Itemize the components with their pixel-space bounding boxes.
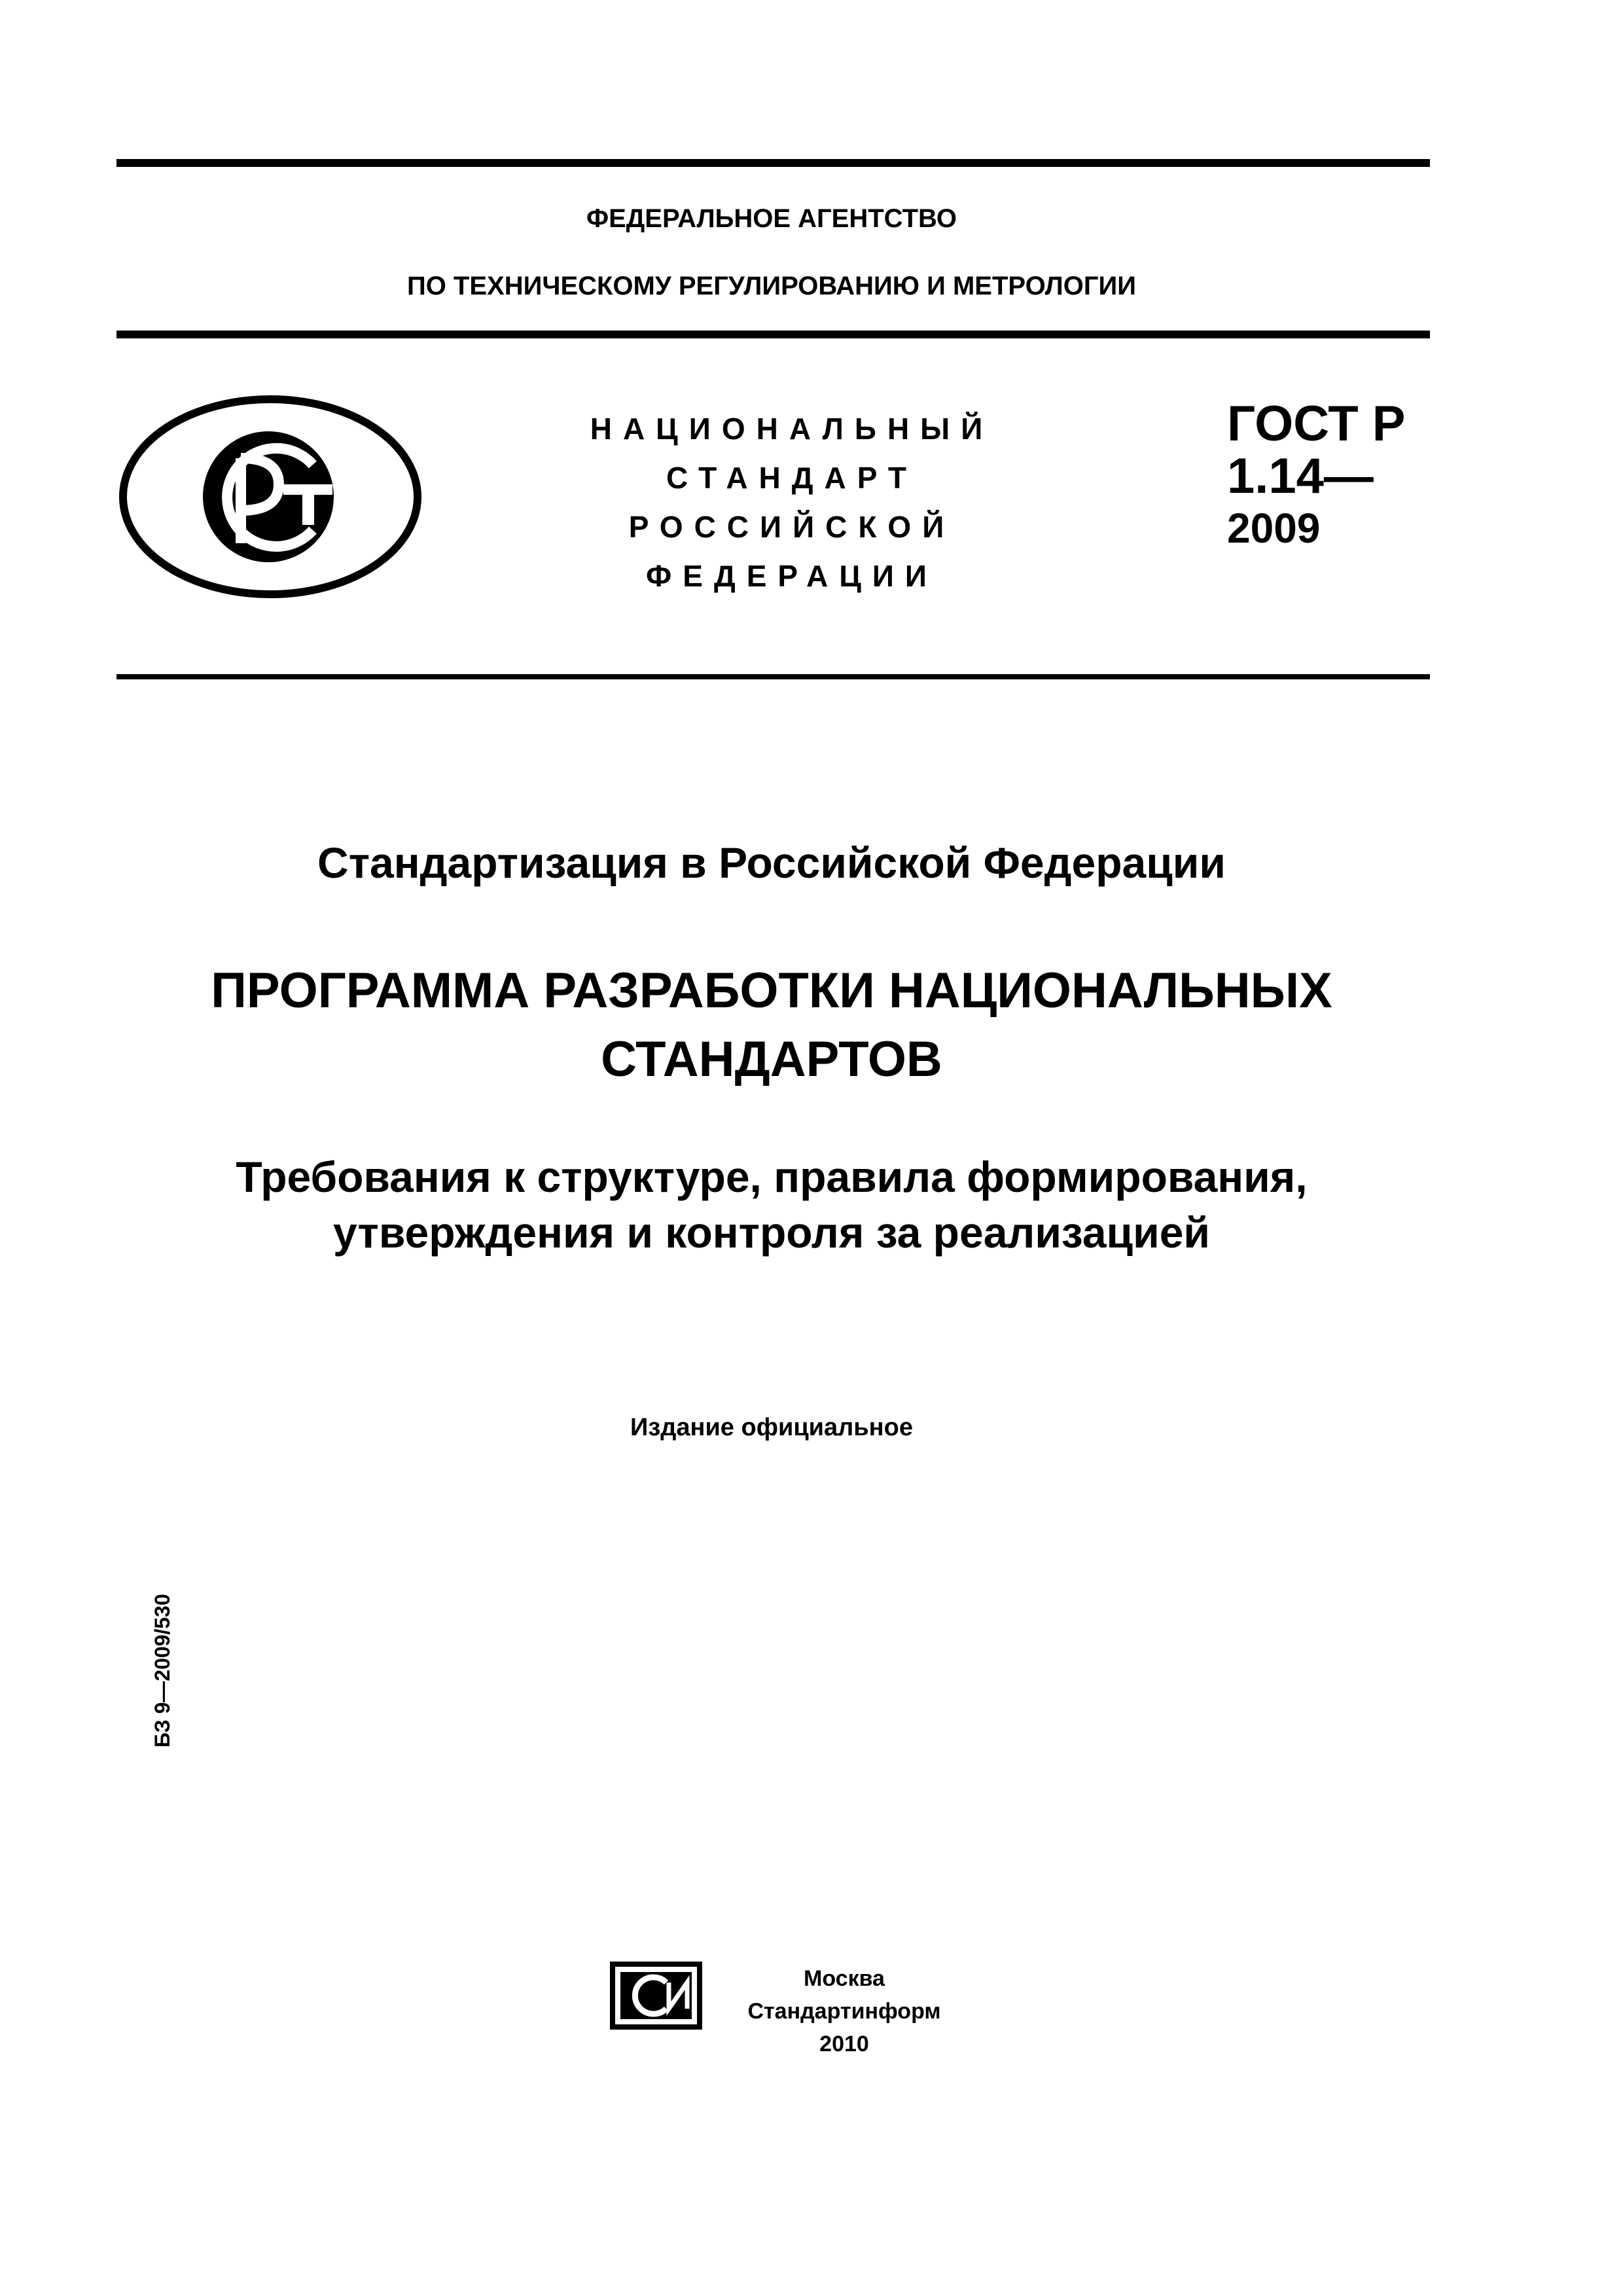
side-code: БЗ 9—2009/530	[151, 1594, 174, 1748]
national-standard-line-2: СТАНДАРТ	[666, 461, 918, 495]
agency-line-1: ФЕДЕРАЛЬНОЕ АГЕНТСТВО	[586, 204, 957, 233]
designation-bottom-rule	[116, 674, 1430, 679]
edition-label: Издание официальное	[630, 1414, 913, 1441]
standartinform-logo-icon	[609, 1952, 704, 2031]
main-title-line-1: ПРОГРАММА РАЗРАБОТКИ НАЦИОНАЛЬНЫХ	[211, 963, 1332, 1018]
header-bottom-rule	[116, 331, 1430, 338]
top-rule	[116, 159, 1430, 167]
gost-designation-line-2: 1.14—	[1227, 448, 1374, 504]
subtitle-line-2: утверждения и контроля за реализацией	[333, 1208, 1210, 1257]
national-standard-line-4: ФЕДЕРАЦИИ	[646, 559, 938, 593]
national-standard-line-1: НАЦИОНАЛЬНЫЙ	[590, 412, 994, 446]
national-standard-line-3: РОССИЙСКОЙ	[628, 510, 955, 544]
main-title-line-2: СТАНДАРТОВ	[601, 1031, 942, 1087]
series-title: Стандартизация в Российской Федерации	[317, 838, 1226, 887]
rst-certification-mark-icon	[116, 384, 424, 601]
publisher-year: 2010	[819, 2032, 869, 2056]
subtitle-line-1: Требования к структуре, правила формирования,	[236, 1153, 1308, 1201]
agency-line-2: ПО ТЕХНИЧЕСКОМУ РЕГУЛИРОВАНИЮ И МЕТРОЛОГИИ	[406, 272, 1137, 300]
standartinform-logo-text: СИ	[609, 1952, 624, 1963]
gost-designation-line-3: 2009	[1227, 505, 1321, 552]
gost-designation-line-1: ГОСТ Р	[1227, 396, 1406, 452]
rst-logo-text: РСТ	[116, 384, 137, 395]
publisher-city: Москва	[804, 1966, 885, 1991]
publisher-name: Стандартинформ	[747, 1999, 941, 2024]
